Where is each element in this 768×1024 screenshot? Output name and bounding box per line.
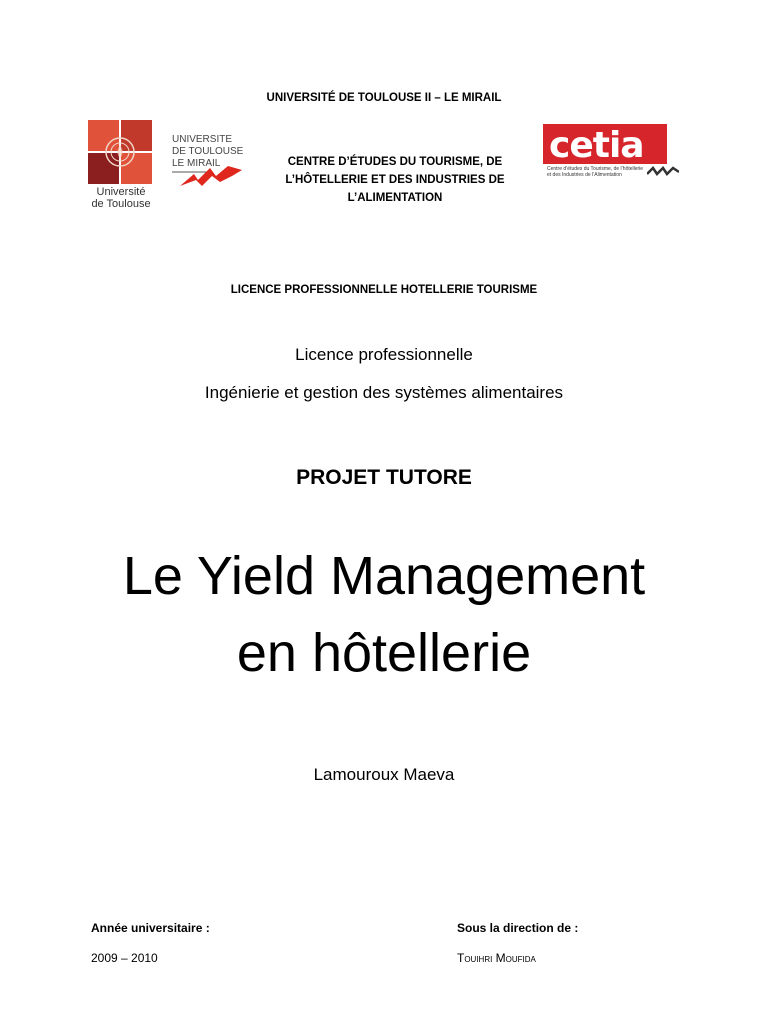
year-value: 2009 – 2010 (91, 951, 158, 965)
le-mirail-logo (172, 134, 252, 194)
centre-line-1: CENTRE D’ÉTUDES DU TOURISME, DE (287, 156, 503, 168)
project-label: PROJET TUTORE (296, 466, 472, 489)
centre-line-2: L’HÔTELLERIE ET DES INDUSTRIES DE (285, 174, 505, 186)
director-label: Sous la direction de : (457, 921, 579, 935)
centre-block (260, 153, 530, 207)
university-heading: UNIVERSITÉ DE TOULOUSE II – LE MIRAIL (266, 92, 502, 104)
title-line-2: en hôtellerie (236, 623, 532, 683)
cetia-zigzag-icon (647, 164, 679, 178)
year-label: Année universitaire : (91, 921, 210, 935)
centre-line-3: L’ALIMENTATION (347, 192, 443, 204)
universite-toulouse-logo (86, 120, 156, 215)
logo-squares (88, 120, 152, 184)
mirail-stripe-icon (172, 164, 244, 190)
licence-pro-caps: LICENCE PROFESSIONNELLE HOTELLERIE TOURISME (230, 284, 538, 296)
cetia-logo (543, 124, 683, 184)
cetia-caption: Centre d’études du Tourisme, de l’hôtellerie et des Industries de l’Alimentation (547, 166, 644, 178)
logo-mirail-text: UNIVERSITE DE TOULOUSE LE MIRAIL (172, 134, 244, 169)
director-name: Touihri Moufida (457, 951, 536, 965)
cetia-mark-icon (543, 124, 667, 164)
seal-icon (104, 136, 136, 168)
title-line-1: Le Yield Management (122, 546, 646, 606)
licence-line-2: Ingénierie et gestion des systèmes alimentaires (204, 383, 564, 402)
licence-line-1: Licence professionnelle (295, 345, 473, 364)
author-name: Lamouroux Maeva (313, 765, 455, 784)
svg-text:cetia: cetia (549, 125, 644, 164)
logo-ut-text: Université de Toulouse (91, 186, 151, 210)
